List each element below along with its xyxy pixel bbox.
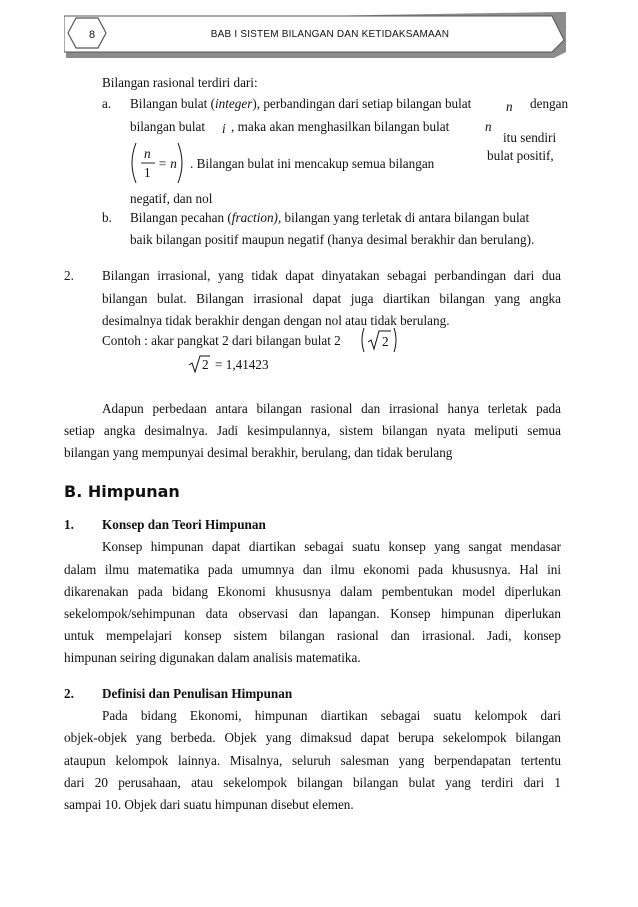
sub2-line-4: dari 20 perusahaan, atau sekelompok bilangan bilangan bulat yang terdiri dari 1 <box>64 775 561 790</box>
item-b-line-1: Bilangan pecahan (fraction), bilangan yang terletak di antara bilangan bulat <box>130 210 530 225</box>
list-marker-2: 2. <box>64 268 74 283</box>
list-marker-a: a. <box>102 96 112 111</box>
chapter-title: BAB I SISTEM BILANGAN DAN KETIDAKSAMAAN <box>210 29 450 40</box>
irrational-line-3: desimalnya tidak berakhir dengan dengan nol atau tidak berulang. <box>102 313 450 328</box>
irrational-line-2: bilangan bulat. Bilangan irrasional dapat juga diartikan bilangan yang angka <box>102 291 561 306</box>
sub1-line-6: himpunan seiring digunakan dalam analisis matematika. <box>64 650 361 665</box>
item-a-line-4: negatif, dan nol <box>130 191 213 206</box>
sub1-line-4: sekelompok/sehimpunan data observasi dan lapangan. Konsep himpunan diperlukan <box>64 606 561 621</box>
example-text: Contoh : akar pangkat 2 dari bilangan bulat 2 <box>102 333 341 348</box>
sub2-marker: 2. <box>64 686 74 701</box>
sub1-title: Konsep dan Teori Himpunan <box>102 517 266 532</box>
formula-numerator: n <box>144 146 151 161</box>
section-heading: B. Himpunan <box>64 482 180 501</box>
rational-intro: Bilangan rasional terdiri dari: <box>102 75 258 90</box>
item-a-line-3: . Bilangan bulat ini mencakup semua bilangan <box>190 156 435 171</box>
sub1-line-5: untuk mempelajari konsep sistem bilangan rasional dan irrasional. Jadi, konsep <box>64 628 561 643</box>
item-a-itu-sendiri: itu sendiri <box>503 130 557 145</box>
formula-rhs: = n <box>158 156 177 171</box>
summary-line-2: setiap angka desimalnya. Jadi kesimpulannya, sistem bilangan nyata meliputi semua <box>64 423 561 438</box>
summary-line-3: bilangan yang mempunyai desimal berakhir, berulang, dan tidak berulang <box>64 445 453 460</box>
list-marker-b: b. <box>102 210 112 225</box>
example-sqrt-value: 2 <box>382 334 389 349</box>
item-a-bulat-positif: bulat positif, <box>487 148 554 163</box>
var-n-1: n <box>506 99 513 114</box>
formula-parentheses <box>128 140 186 186</box>
item-b-line-2: baik bilangan positif maupun negatif (hanya desimal berakhir dan berulang). <box>130 232 535 247</box>
sub2-title: Definisi dan Penulisan Himpunan <box>102 686 293 701</box>
sub1-marker: 1. <box>64 517 74 532</box>
item-a-line-1: Bilangan bulat (integer), perbandingan dari setiap bilangan bulat <box>130 96 472 111</box>
example-sqrt-symbol <box>360 327 398 353</box>
formula-denominator: 1 <box>144 165 151 180</box>
item-a-dengan: dengan <box>530 96 569 111</box>
var-i: i <box>222 121 226 136</box>
sub2-line-3: ataupun kelompok lainnya. Misalnya, seluruh salesman yang berpendapatan tertentu <box>64 753 561 768</box>
var-n-2: n <box>485 119 492 134</box>
page-number: 8 <box>88 29 96 41</box>
sub1-line-1: Konsep himpunan dapat diartikan sebagai suatu konsep yang sangat mendasar <box>102 539 561 554</box>
item-a-line-2-pre: bilangan bulat <box>130 119 206 134</box>
summary-line-1: Adapun perbedaan antara bilangan rasional dan irrasional hanya terletak pada <box>102 401 561 416</box>
sub1-line-3: dikarenakan pada bidang Ekonomi khususnya dalam pembentukan model diperlukan <box>64 584 561 599</box>
item-a-line-2-post: , maka akan menghasilkan bilangan bulat <box>231 119 450 134</box>
sub1-line-2: dalam ilmu matematika pada umumnya dan ilmu ekonomi pada khususnya. Hal ini <box>64 562 561 577</box>
sub2-line-2: objek-objek yang berbeda. Objek yang dimaksud dapat berupa sekelompok bilangan <box>64 730 561 745</box>
equation-sqrt-value: 2 <box>202 357 209 372</box>
sub2-line-1: Pada bidang Ekonomi, himpunan diartikan sebagai suatu kelompok dari <box>102 708 561 723</box>
irrational-line-1: Bilangan irrasional, yang tidak dapat dinyatakan sebagai perbandingan dari dua <box>102 268 561 283</box>
sub2-line-5: sampai 10. Objek dari suatu himpunan disebut elemen. <box>64 797 354 812</box>
equation-result: = 1,41423 <box>215 357 269 372</box>
